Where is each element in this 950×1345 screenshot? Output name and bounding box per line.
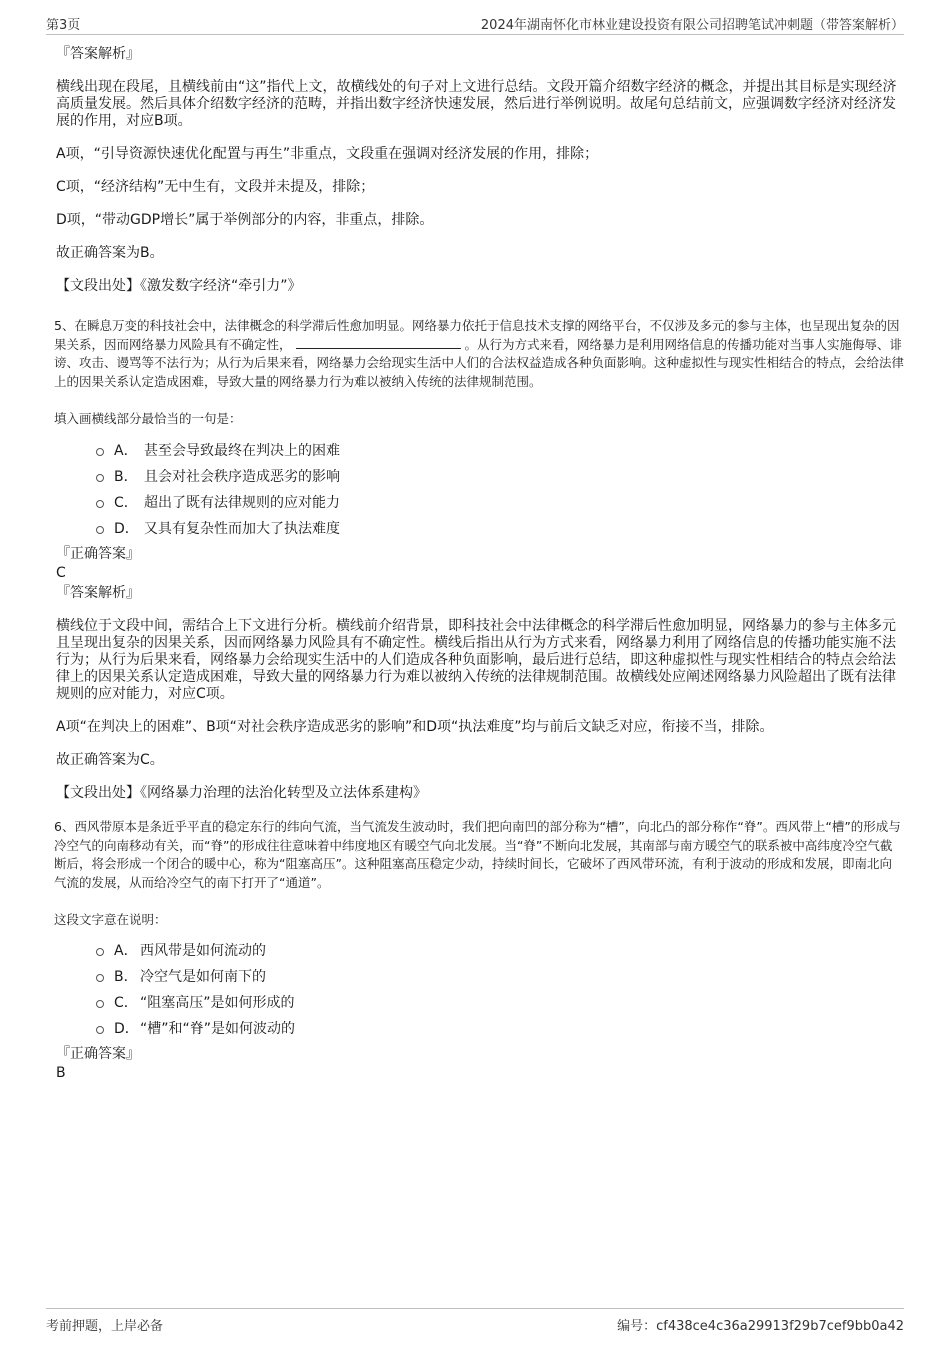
q5-source (56, 785, 904, 802)
radio-icon[interactable] (96, 526, 104, 534)
q6-answer: B (56, 1065, 66, 1081)
footer-slogan: 考前押题，上岸必备 (46, 1319, 164, 1334)
page-number: 第3页 (46, 18, 81, 33)
q5-options (56, 440, 904, 544)
q5-point: A项“在判决上的困难”、B项“对社会秩序造成恶劣的影响”和D项“执法难度”均与前后文缺乏对应，衔接不当，排除。 (56, 719, 774, 735)
page-footer (46, 1308, 904, 1333)
radio-icon[interactable] (96, 448, 104, 456)
radio-icon[interactable] (96, 500, 104, 508)
source-label: 【文段出处】 (56, 785, 140, 801)
page-header (46, 14, 904, 35)
q5-answer-label: 『正确答案』 (56, 546, 140, 562)
q5-stem (54, 317, 904, 391)
q6-option-c[interactable]: C． “阻塞高压”是如何形成的 (56, 992, 904, 1018)
q6-stem: 6、西风带原本是条近乎平直的稳定东行的纬向气流，当气流发生波动时，我们把向南凹的部分称为“槽”，向北凸的部分称作“脊”。西风带上“槽”的形成与冷空气的向南移动有关，而“脊”的形成往往意味着中纬度地区有暖空气向北发展。当“脊”不断向北发展，其南部与南方暖空气的联系被中高纬度冷空气截断后，将会形成一个闭合的暖中心，称为“阻塞高压”。这种阻塞高压稳定少动，持续时间长，它破坏了西风带环流，有利于波动的形成和发展，即南北向气流的发展，从而给冷空气的南下打开了“通道”。 (54, 819, 901, 890)
radio-icon[interactable] (96, 1000, 104, 1008)
q5-stem-after: 。从行为方式来看，网络暴力是利用网络信息的传播功能对当事人实施侮辱、诽谤、攻击、谩骂等不法行为；从行为后果来看，网络暴力会给现实生活中人们的合法权益造成各种负面影响。这种虚拟性与现实性相结合的特点，会给法律上的因果关系认定造成困难，导致大量的网络暴力行为难以被纳入传统的法律规制范围。 (54, 336, 905, 389)
q5-stem-before: 5、在瞬息万变的科技社会中，法律概念的科学滞后性愈加明显。网络暴力依托于信息技术支撑的网络平台，不仅涉及多元的参与主体，也呈现出复杂的因果关系，因而网络暴力风险具有不确定性， (54, 318, 900, 352)
q6-option-d[interactable]: D．“槽”和“脊”是如何波动的 (56, 1018, 904, 1044)
source-title: 《网络暴力治理的法治化转型及立法体系建构》 (140, 785, 427, 801)
q5-option-c[interactable]: C． 超出了既有法律规则的应对能力 (56, 492, 904, 518)
radio-icon[interactable] (96, 948, 104, 956)
radio-icon[interactable] (96, 974, 104, 982)
q5-option-b[interactable]: B． 且会对社会秩序造成恶劣的影响 (56, 466, 904, 492)
source-title: 《激发数字经济“牵引力”》 (140, 278, 302, 294)
q4-point-a: A项，“引导资源快速优化配置与再生”非重点，文段重在强调对经济发展的作用，排除； (56, 146, 599, 162)
q5-answer: C (56, 565, 66, 581)
radio-icon[interactable] (96, 1026, 104, 1034)
q4-point-c: C项，“经济结构”无中生有，文段并未提及，排除； (56, 179, 375, 195)
q5-analysis-label: 『答案解析』 (56, 585, 140, 601)
q4-conclusion: 故正确答案为B。 (56, 245, 164, 261)
q6-options (56, 940, 904, 1044)
answer-blank (296, 336, 461, 349)
source-label: 【文段出处】 (56, 278, 140, 294)
q4-analysis-text: 横线出现在段尾，且横线前由“这”指代上文，故横线处的句子对上文进行总结。文段开篇介绍数字经济的概念，并提出其目标是实现经济高质量发展。然后具体介绍数字经济的范畴，并指出数字经济快速发展，然后进行举例说明。故尾句总结前文，应强调数字经济对经济发展的作用，对应B项。 (56, 79, 897, 129)
q6-prompt: 这段文字意在说明： (54, 912, 167, 927)
q5-conclusion: 故正确答案为C。 (56, 752, 164, 768)
q4-analysis-label: 『答案解析』 (56, 46, 140, 62)
document-title: 2024年湖南怀化市林业建设投资有限公司招聘笔试冲刺题（带答案解析） (480, 18, 904, 33)
q4-point-d: D项，“带动GDP增长”属于举例部分的内容，非重点，排除。 (56, 212, 434, 228)
q6-option-b[interactable]: B． 冷空气是如何南下的 (56, 966, 904, 992)
page-content (56, 46, 904, 1082)
q5-option-d[interactable]: D． 又具有复杂性而加大了执法难度 (56, 518, 904, 544)
q5-option-a[interactable]: A． 甚至会导致最终在判决上的困难 (56, 440, 904, 466)
q5-analysis-text: 横线位于文段中间，需结合上下文进行分析。横线前介绍背景，即科技社会中法律概念的科学滞后性愈加明显，网络暴力的参与主体多元且呈现出复杂的因果关系，因而网络暴力风险具有不确定性。横线后指出从行为方式来看，网络暴力利用了网络信息的传播功能实施不法行为；从行为后果来看，网络暴力会给现实生活中的人们造成各种负面影响，最后进行总结，即这种虚拟性与现实性相结合的特点会给法律上的因果关系认定造成困难，导致大量的网络暴力行为难以被纳入传统的法律规制范围。故横线处应阐述网络暴力风险超出了既有法律规则的应对能力，对应C项。 (56, 618, 896, 702)
document-id: 编号：cf438ce4c36a29913f29b7cef9bb0a42 (617, 1319, 904, 1334)
q4-source (56, 278, 904, 295)
q5-prompt: 填入画横线部分最恰当的一句是： (54, 411, 242, 426)
radio-icon[interactable] (96, 474, 104, 482)
q6-answer-label: 『正确答案』 (56, 1046, 140, 1062)
q6-option-a[interactable]: A． 西风带是如何流动的 (56, 940, 904, 966)
